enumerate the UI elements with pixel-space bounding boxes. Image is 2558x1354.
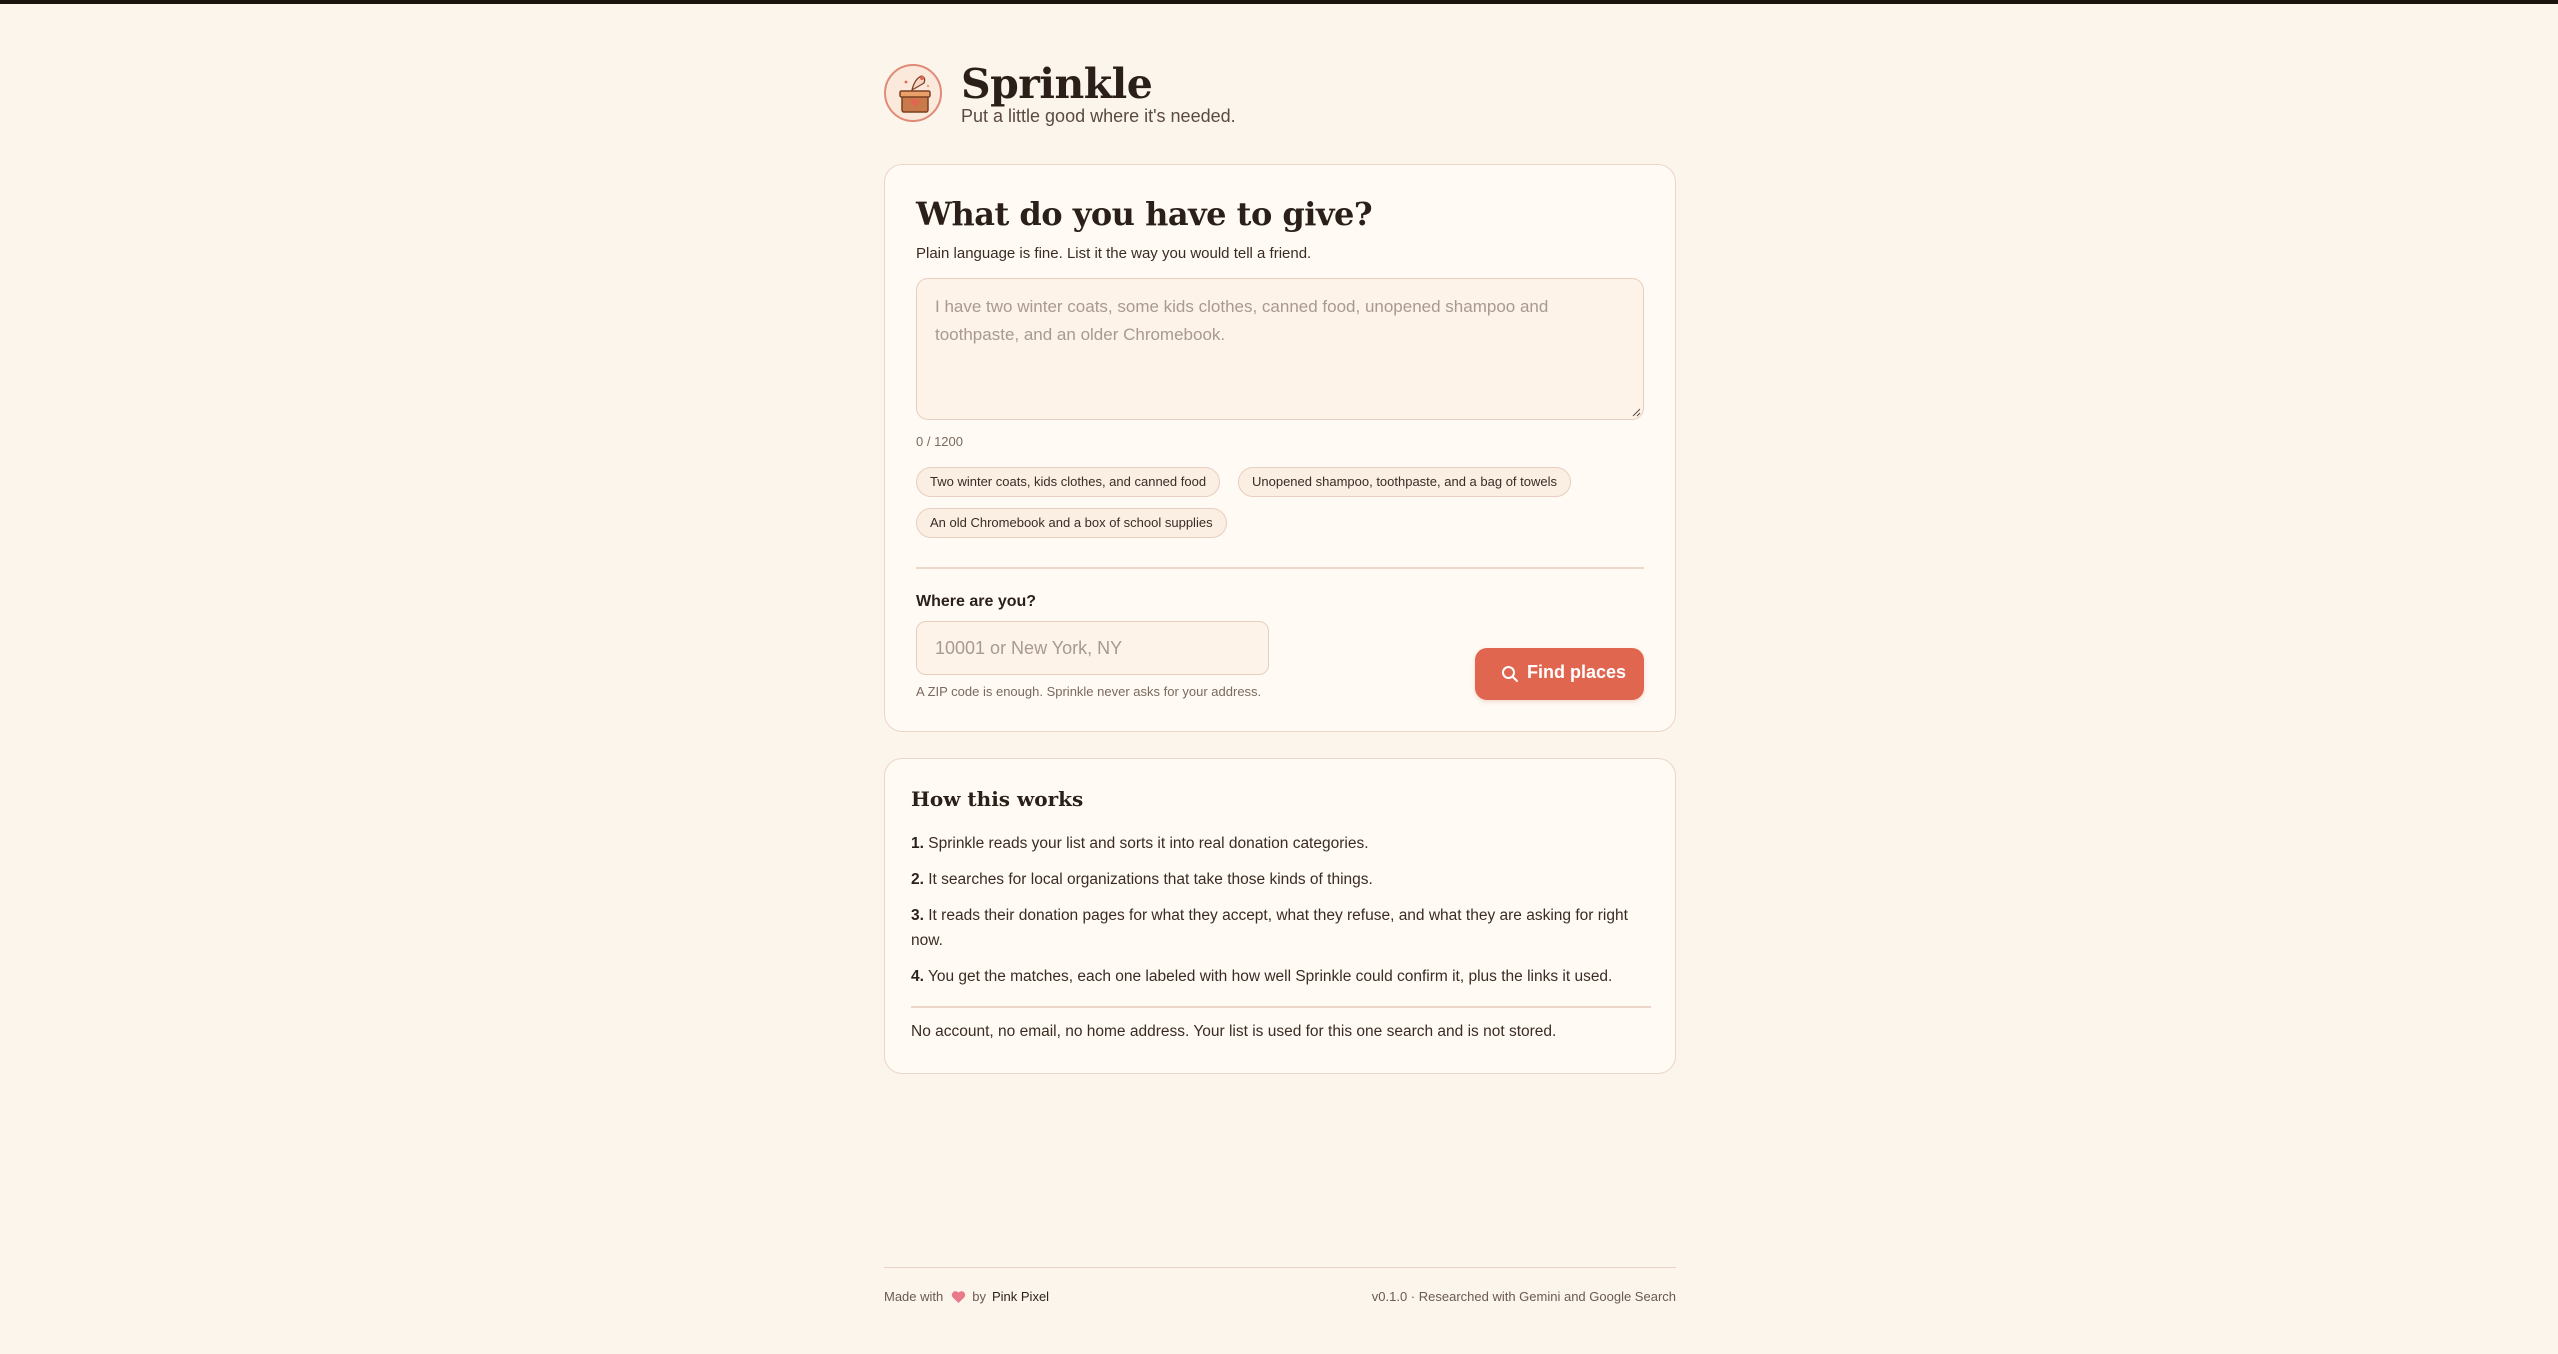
step-text: It searches for local organizations that take those kinds of things. (928, 871, 1373, 888)
find-places-label: Find places (1527, 662, 1627, 682)
step-number: 4. (911, 968, 924, 985)
step-number: 2. (911, 871, 924, 888)
location-hint: A ZIP code is enough. Sprinkle never asks for your address. (916, 684, 1262, 699)
step-item (911, 831, 1651, 856)
author-link[interactable]: Pink Pixel (991, 1289, 1050, 1304)
char-counter: 0 / 1200 (916, 434, 963, 449)
resize-handle-icon[interactable] (1631, 407, 1641, 417)
suggestion-chip[interactable]: Two winter coats, kids clothes, and canned food (916, 467, 1220, 497)
step-text: It reads their donation pages for what they accept, what they refuse, and what they are asking for right now. (911, 907, 1628, 949)
privacy-note: No account, no email, no home address. Your list is used for this one search and is not stored. (911, 1023, 1557, 1040)
find-places-button[interactable] (1475, 648, 1644, 700)
give-subtitle: Plain language is fine. List it the way you would tell a friend. (916, 245, 1312, 262)
logo-icon (884, 64, 942, 122)
step-item (911, 867, 1651, 892)
heart-icon (951, 1290, 966, 1304)
step-number: 3. (911, 907, 924, 924)
app-title: Sprinkle (961, 60, 1153, 108)
how-title: How this works (911, 787, 1084, 811)
location-label: Where are you? (916, 593, 1037, 610)
by-text: by (972, 1289, 986, 1304)
footer-credit (884, 1289, 1049, 1304)
search-icon (1501, 665, 1519, 683)
made-with-text: Made with (884, 1289, 944, 1304)
give-card (884, 164, 1676, 732)
step-number: 1. (911, 835, 924, 852)
suggestion-chip[interactable]: An old Chromebook and a box of school supplies (916, 508, 1227, 538)
section-divider (916, 567, 1644, 569)
brand-header (884, 60, 1676, 130)
step-text: You get the matches, each one labeled with how well Sprinkle could confirm it, plus the links it used. (927, 968, 1613, 985)
step-item (911, 903, 1651, 953)
suggestion-chip[interactable]: Unopened shampoo, toothpaste, and a bag of towels (1238, 467, 1571, 497)
how-divider (911, 1006, 1651, 1008)
location-input[interactable] (916, 621, 1269, 675)
footer-divider (884, 1267, 1676, 1268)
step-text: Sprinkle reads your list and sorts it into real donation categories. (928, 835, 1369, 852)
app-tagline: Put a little good where it's needed. (961, 106, 1236, 126)
how-it-works-card (884, 758, 1676, 1074)
give-title: What do you have to give? (916, 195, 1373, 233)
version-info: v0.1.0 · Researched with Gemini and Google Search (1371, 1289, 1676, 1304)
step-item (911, 964, 1651, 989)
donation-list-textarea[interactable] (916, 278, 1644, 420)
